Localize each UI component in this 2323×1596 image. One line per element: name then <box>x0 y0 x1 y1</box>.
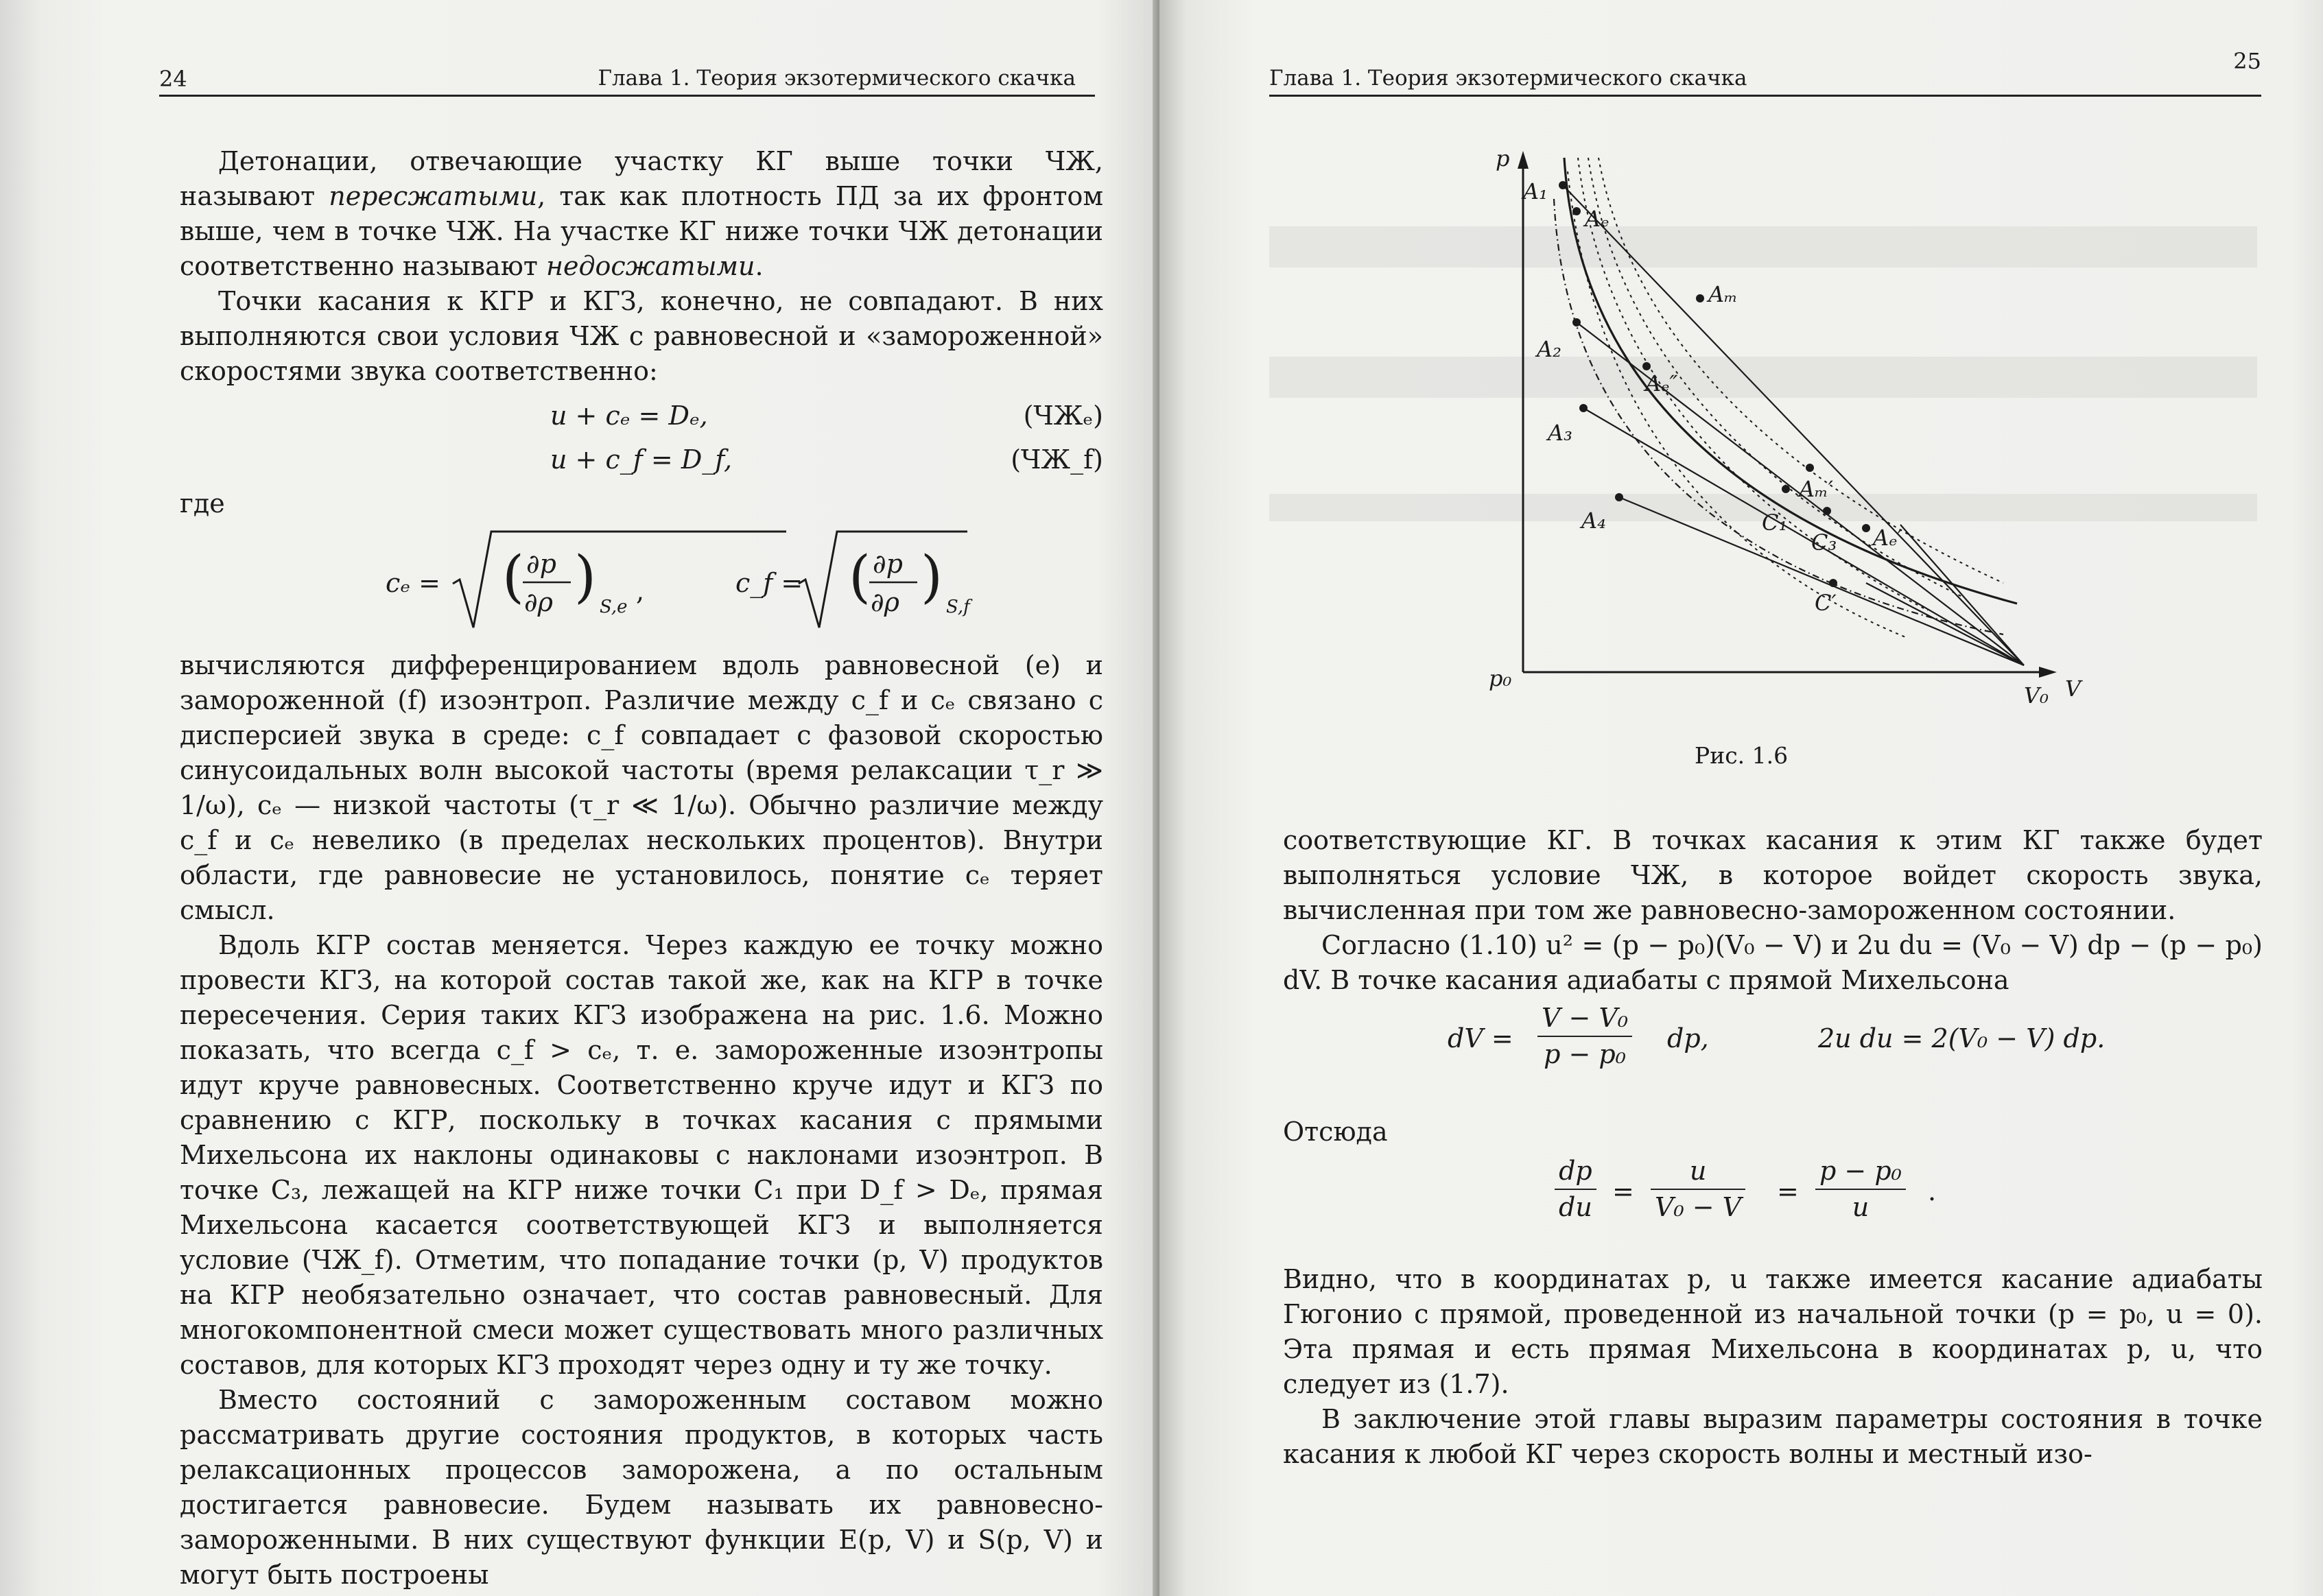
figure-caption: Рис. 1.6 <box>1695 742 1789 769</box>
equation-cje <box>180 393 1103 440</box>
paragraph: Точки касания к КГР и КГЗ, конечно, не совпадают. В них выполняются свои условия ЧЖ с равновесной и «замороженной» скоростями звука соответственно: <box>180 286 1103 386</box>
paragraph: Детонации, отвечающие участку КГ выше точки ЧЖ, называют пересжатыми, так как плотность ПД за их фронтом выше, чем в точке ЧЖ. На участке КГ ниже точки ЧЖ детонации соответственно называют недосжатыми. <box>180 146 1103 281</box>
denominator-drho: ∂ρ <box>871 587 899 617</box>
right-running-head: Глава 1. Теория экзотермического скачка <box>1269 66 1747 91</box>
right-body <box>1283 823 2263 1472</box>
ce-lhs: cₑ = <box>386 568 440 598</box>
paragraph: Вдоль КГР состав меняется. Через каждую ее точку можно провести КГЗ, на которой состав такой же, как на КГР в точке пересечения. Серия таких КГЗ изображена на рис. 1.6. Можно показать, что всегда c_f > cₑ, т. е. замороженные изоэнтропы идут круче равновесных. Соответственно круче идут и КГЗ по сравнению с КГР, поскольку в точках касания с прямыми Михельсона их наклоны одинаковы с наклонами изоэнтроп. В точке C₃, лежащей на КГР ниже точки C₁ при D_f > Dₑ, прямая Михельсона касается соответствующей КГЗ и выполняется условие (ЧЖ_f). Отметим, что попадание точки (p, V) продуктов на КГР необязательно означает, что состав равновесный. Для многокомпонентной смеси может существовать много различных составов, для которых КГЗ проходят через одну и ту же точку. <box>180 930 1103 1380</box>
left-page-number: 24 <box>159 66 187 92</box>
paragraph: Вместо состояний с замороженным составом можно рассматривать другие состояния продуктов, в которых часть релаксационных процессов заморожена, а по остальным достигается равновесие. Будем называть их равновесно-замороженными. В них существуют функции E(p, V) и S(p, V) и могут быть построены <box>180 1385 1103 1590</box>
v0-label: V₀ <box>2024 682 2049 708</box>
left-page <box>0 0 1159 1596</box>
eq3-numerator: V − V₀ <box>1537 1001 1632 1037</box>
am-label: Aₘ <box>1708 281 1738 307</box>
paragraph: соответствующие КГ. В точках касания к этим КГ также будет выполняться условие ЧЖ, в которое войдет скорость звука, вычисленная при том же равновесно-замороженном состоянии. <box>1283 825 2263 925</box>
michelson-line <box>1900 525 2024 665</box>
ae3-label: Aₑ′ <box>1873 525 1902 551</box>
ce-subscript: S,e <box>600 597 628 617</box>
p0-label: p₀ <box>1489 665 1512 691</box>
sqrt-formulas-svg <box>180 525 1103 648</box>
michelson-line <box>1563 185 2024 665</box>
eq4-n3: p − p₀ <box>1815 1154 1906 1190</box>
derivative-equation: $\frac{dp}{du}$ = $\frac{u}{\text{V₀ − V}}$ = $\frac{\text{p − p₀}}{u}$ . <box>1283 1150 2263 1252</box>
paragraph: вычисляются дифференцированием вдоль равновесной (e) и замороженной (f) изоэнтроп. Различие между c_f и cₑ связано с дисперсией звука в среде: c_f совпадает с фазовой скоростью синусоидальных волн высокой частоты (время релаксации τ_r ≫ 1/ω), cₑ — низкой частоты (τ_r ≪ 1/ω). Обычно различие между c_f и cₑ невелико (в пределах нескольких процентов). Внутри области, где равновесие не установилось, понятие cₑ теряет смысл. <box>180 650 1103 925</box>
eq4-d2: V₀ − V <box>1655 1192 1742 1222</box>
where-line <box>180 486 1103 525</box>
michelson-line <box>1583 408 2024 665</box>
am2-label: Aₘ′ <box>1799 476 1833 502</box>
numerator-dp: ∂p <box>873 549 903 579</box>
c3-label: C₃ <box>1811 529 1837 556</box>
a1-label: A₁ <box>1523 178 1548 204</box>
right-page-number: 25 <box>2233 48 2261 74</box>
svg-text:(: ( <box>502 545 524 610</box>
where-word: где <box>180 488 225 519</box>
p-axis-label: p <box>1496 145 1510 171</box>
svg-text:(: ( <box>849 545 871 610</box>
a3-label: A₃ <box>1548 420 1572 446</box>
eq3-denominator: p − p₀ <box>1544 1039 1626 1069</box>
eq4-n2: u <box>1651 1154 1745 1190</box>
cprime-label: C′ <box>1815 590 1837 616</box>
eq4-d3: u <box>1852 1192 1870 1222</box>
denominator-drho: ∂ρ <box>524 587 553 617</box>
kgr-curve-2 <box>1554 199 2003 634</box>
right-page <box>1159 0 2323 1596</box>
svg-text:,: , <box>636 576 645 606</box>
kgr-curve <box>1564 158 2017 604</box>
eq4-n1: dp <box>1555 1154 1596 1190</box>
eq4-d1: du <box>1559 1192 1592 1222</box>
michelson-line <box>1866 583 2024 665</box>
cf-subscript: S,f <box>946 597 970 617</box>
a4-label: A₄ <box>1581 508 1606 534</box>
numerator-dp: ∂p <box>526 549 556 579</box>
equation-label: (ЧЖ_f) <box>1011 444 1103 475</box>
paragraph: В заключение этой главы выразим параметры состояния в точке касания к любой КГ через скорость волны и местный изо- <box>1283 1404 2263 1469</box>
left-running-header <box>159 63 1095 97</box>
eq4-frac1 <box>1555 1154 1596 1225</box>
sound-speed-formulas <box>180 525 1103 648</box>
left-body <box>180 144 1103 1593</box>
figure-1-6 <box>1482 130 2099 720</box>
eq4-frac2 <box>1651 1154 1745 1225</box>
paragraph: Видно, что в координатах p, u также имеется касание адиабаты Гюгонио с прямой, проведенной из начальной точки (p = p₀, u = 0). Эта прямая и есть прямая Михельсона в координатах p, u, что следует из (1.7). <box>1283 1264 2263 1399</box>
a2-label: A₂ <box>1537 336 1561 362</box>
paragraph: Согласно (1.10) u² = (p − p₀)(V₀ − V) и 2u du = (V₀ − V) dp − (p − p₀) dV. В точке касания адиабаты с прямой Михельсона <box>1283 930 2263 995</box>
left-running-head: Глава 1. Теория экзотермического скачка <box>598 66 1076 91</box>
right-running-header <box>1269 48 2261 97</box>
eq4-frac3 <box>1815 1154 1906 1225</box>
ae-label: Aₑ <box>1585 206 1609 232</box>
equation-label: (ЧЖₑ) <box>1023 401 1103 431</box>
equation: u + c_f = D_f, <box>550 444 733 475</box>
eq3-tail: dp, <box>1667 1023 1709 1053</box>
c1-label: C₁ <box>1762 510 1788 536</box>
tangent-equation <box>1283 998 2263 1101</box>
cf-lhs: c_f = <box>735 568 803 598</box>
equation: u + cₑ = Dₑ, <box>550 401 708 431</box>
v-axis-label: V <box>2065 676 2082 702</box>
otsyuda-line: Отсюда <box>1283 1117 1388 1147</box>
svg-text:): ) <box>574 545 596 610</box>
ae2-label: Aₑ″ <box>1645 370 1678 396</box>
svg-text:): ) <box>921 545 943 610</box>
eq3-right: 2u du = 2(V₀ − V) dp. <box>1818 1023 2106 1053</box>
michelson-line <box>1619 497 2024 665</box>
equation-cjf <box>180 440 1103 486</box>
eq3-lhs: dV = <box>1448 1023 1513 1053</box>
eq3-fraction <box>1537 1001 1632 1072</box>
